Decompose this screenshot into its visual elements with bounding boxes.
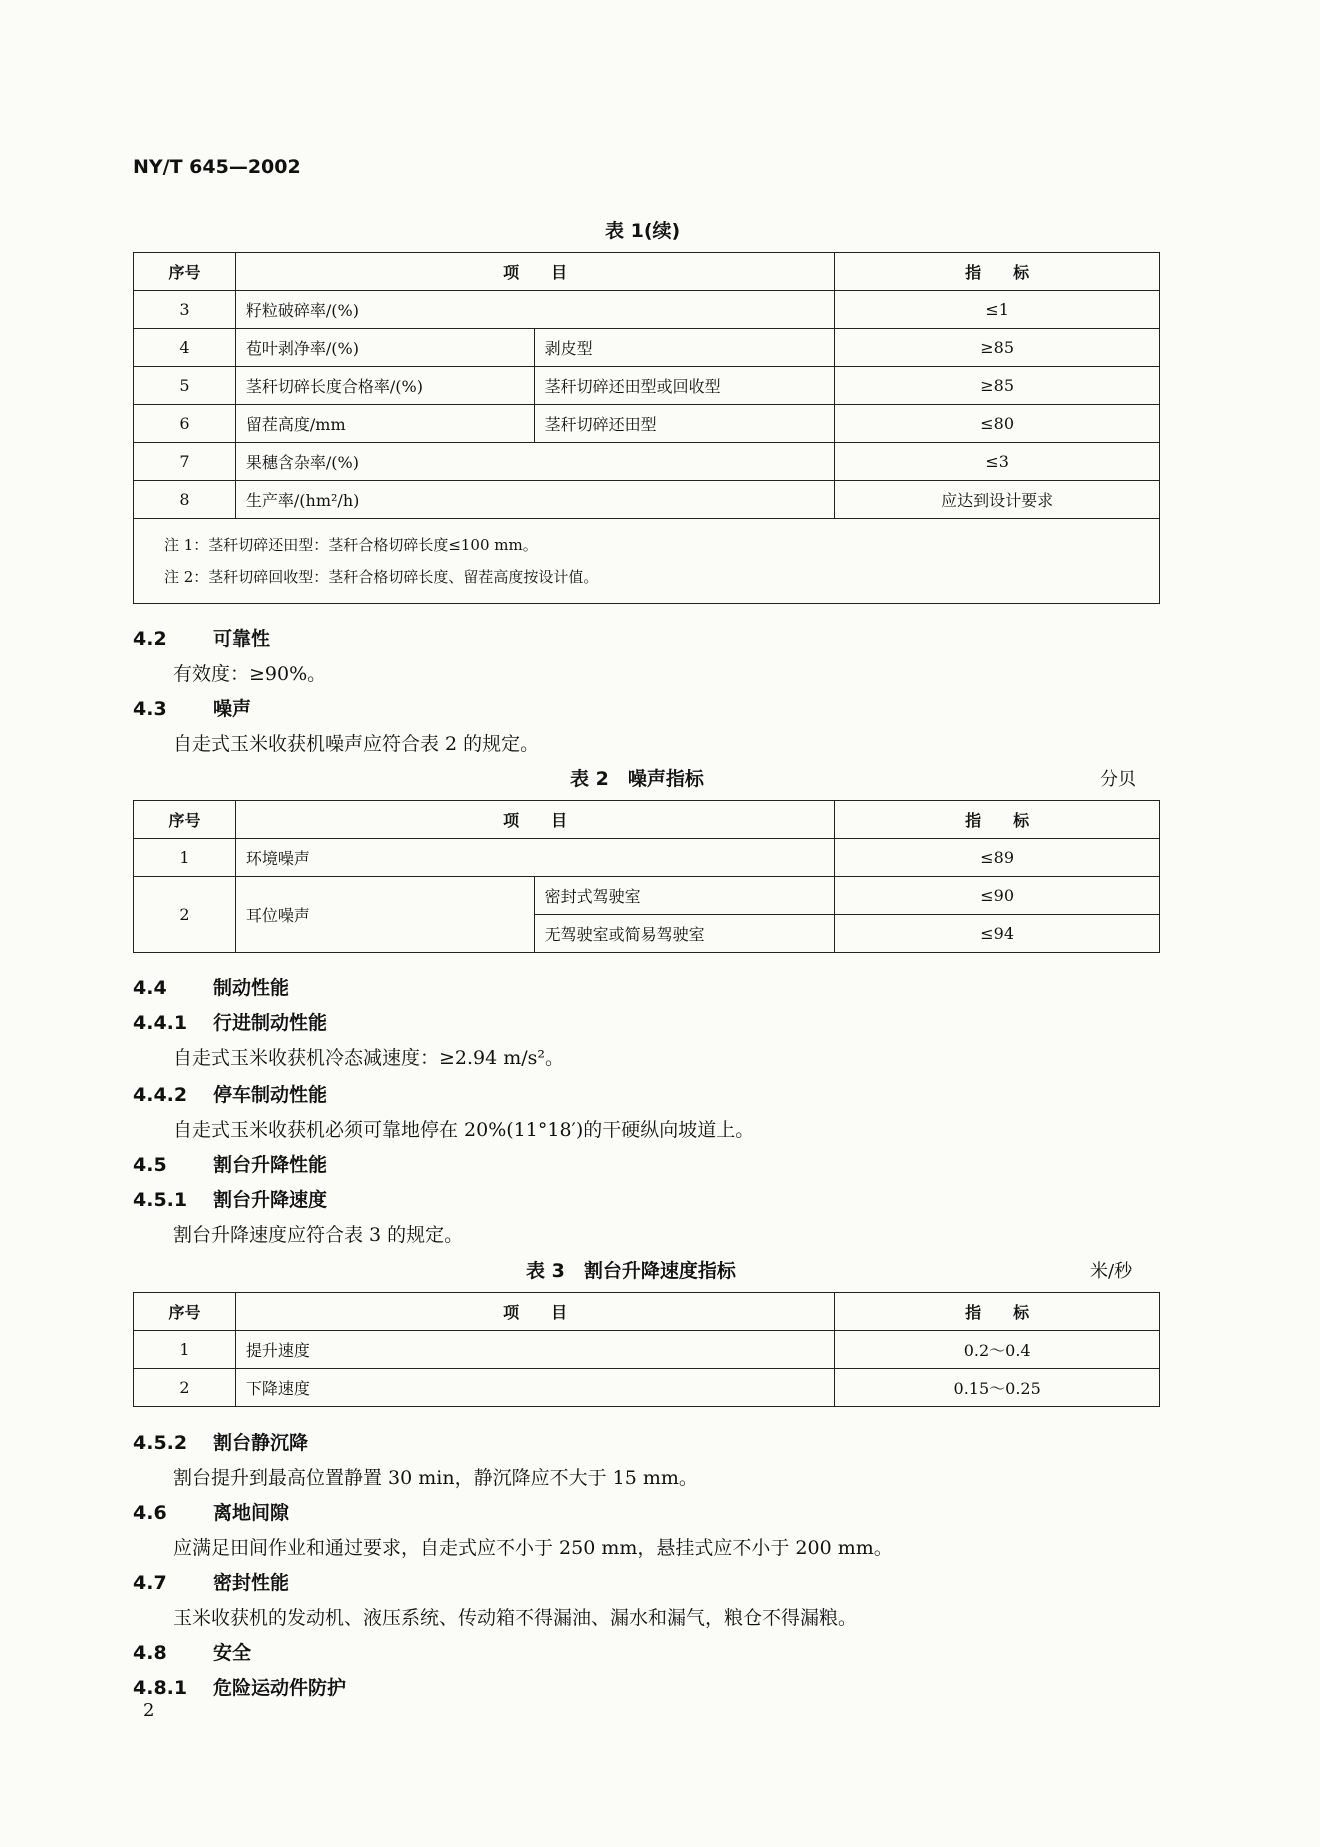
row-value: ≤89	[835, 839, 1160, 877]
table-row	[134, 1331, 1160, 1369]
section-title: 割台升降性能	[213, 1154, 328, 1176]
row-item: 下降速度	[235, 1369, 834, 1407]
row-no: 4	[134, 329, 236, 367]
row-item: 果穗含杂率/(%)	[235, 443, 834, 481]
section-4-4-2-heading	[133, 1080, 327, 1107]
section-4-2-text: 有效度：≥90%。	[173, 663, 327, 685]
section-title: 噪声	[213, 698, 252, 720]
table1-note-1: 注 1：茎秆切碎还田型：茎秆合格切碎长度≤100 mm。	[164, 536, 538, 554]
section-title: 危险运动件防护	[213, 1677, 347, 1699]
row-no: 5	[134, 367, 236, 405]
section-4-4-heading	[133, 973, 289, 1000]
table3	[133, 1292, 1160, 1407]
table-row	[134, 839, 1160, 877]
section-4-4-1-heading	[133, 1008, 327, 1035]
table1-note-2: 注 2：茎秆切碎回收型：茎秆合格切碎长度、留茬高度按设计值。	[164, 568, 599, 586]
row-no: 3	[134, 291, 236, 329]
section-number: 4.8.1	[133, 1677, 188, 1699]
row-item: 生产率/(hm²/h)	[235, 481, 834, 519]
section-4-3-heading	[133, 694, 251, 721]
section-number: 4.4.1	[133, 1012, 188, 1034]
row-item: 提升速度	[235, 1331, 834, 1369]
section-4-8-1-heading	[133, 1673, 346, 1700]
row-value: ≥85	[835, 367, 1160, 405]
table1-header-no: 序号	[134, 253, 236, 291]
row-sub: 茎秆切碎还田型或回收型	[534, 367, 835, 405]
row-sub: 剥皮型	[534, 329, 835, 367]
section-4-8-heading	[133, 1638, 251, 1665]
section-4-2-heading	[133, 624, 270, 651]
section-title: 割台静沉降	[213, 1432, 309, 1454]
section-4-5-heading	[133, 1150, 327, 1177]
row-item: 耳位噪声	[235, 877, 534, 953]
table1-notes	[134, 519, 1160, 604]
row-no: 1	[134, 1331, 236, 1369]
row-sub: 无驾驶室或简易驾驶室	[534, 915, 835, 953]
row-no: 2	[134, 1369, 236, 1407]
section-title: 可靠性	[213, 628, 271, 650]
row-value: ≤90	[835, 877, 1160, 915]
table2-header-value: 指 标	[835, 801, 1160, 839]
section-title: 密封性能	[213, 1572, 290, 1594]
standard-code: NY/T 645—2002	[133, 156, 301, 178]
row-value: 0.2～0.4	[835, 1331, 1160, 1369]
row-no: 1	[134, 839, 236, 877]
section-4-4-1-text: 自走式玉米收获机冷态减速度：≥2.94 m/s²。	[173, 1047, 565, 1069]
table3-header-no: 序号	[134, 1293, 236, 1331]
table1-header-item: 项 目	[235, 253, 834, 291]
section-title: 割台升降速度	[213, 1189, 328, 1211]
table-row	[134, 367, 1160, 405]
table1	[133, 252, 1160, 604]
table3-header-value: 指 标	[835, 1293, 1160, 1331]
row-sub: 密封式驾驶室	[534, 877, 835, 915]
section-4-3-text: 自走式玉米收获机噪声应符合表 2 的规定。	[173, 733, 540, 755]
table-row	[134, 291, 1160, 329]
section-number: 4.5.2	[133, 1432, 188, 1454]
table-row	[134, 481, 1160, 519]
section-4-5-1-text: 割台升降速度应符合表 3 的规定。	[173, 1224, 464, 1246]
section-number: 4.3	[133, 698, 167, 720]
row-value: ≤1	[835, 291, 1160, 329]
row-item: 茎秆切碎长度合格率/(%)	[235, 367, 534, 405]
row-value: 应达到设计要求	[835, 481, 1160, 519]
row-no: 6	[134, 405, 236, 443]
section-number: 4.4.2	[133, 1084, 188, 1106]
row-value: ≤80	[835, 405, 1160, 443]
section-4-6-text: 应满足田间作业和通过要求，自走式应不小于 250 mm，悬挂式应不小于 200 mm。	[173, 1537, 893, 1559]
table-row	[134, 443, 1160, 481]
section-number: 4.7	[133, 1572, 167, 1594]
table2-header-row	[134, 801, 1160, 839]
section-title: 离地间隙	[213, 1502, 290, 1524]
section-title: 行进制动性能	[213, 1012, 328, 1034]
section-4-5-2-heading	[133, 1428, 308, 1455]
section-title: 制动性能	[213, 977, 290, 999]
table-row	[134, 877, 1160, 915]
table2-header-no: 序号	[134, 801, 236, 839]
table-row	[134, 1369, 1160, 1407]
table3-caption: 表 3 割台升降速度指标	[526, 1260, 736, 1282]
section-number: 4.2	[133, 628, 167, 650]
table1-caption: 表 1(续)	[605, 220, 681, 242]
row-item: 留茬高度/mm	[235, 405, 534, 443]
table3-unit: 米/秒	[1090, 1261, 1133, 1282]
row-value: 0.15～0.25	[835, 1369, 1160, 1407]
row-value: ≤94	[835, 915, 1160, 953]
section-4-5-2-text: 割台提升到最高位置静置 30 min，静沉降应不大于 15 mm。	[173, 1467, 698, 1489]
section-number: 4.5.1	[133, 1189, 188, 1211]
row-no: 8	[134, 481, 236, 519]
row-item: 籽粒破碎率/(%)	[235, 291, 834, 329]
section-number: 4.5	[133, 1154, 167, 1176]
table-row	[134, 405, 1160, 443]
row-item: 苞叶剥净率/(%)	[235, 329, 534, 367]
table-row	[134, 329, 1160, 367]
section-number: 4.8	[133, 1642, 167, 1664]
table3-header-item: 项 目	[235, 1293, 834, 1331]
page-number: 2	[143, 1700, 155, 1721]
table2-unit: 分贝	[1100, 769, 1136, 790]
table1-header-row	[134, 253, 1160, 291]
row-value: ≤3	[835, 443, 1160, 481]
row-item: 环境噪声	[235, 839, 834, 877]
section-4-5-1-heading	[133, 1185, 327, 1212]
row-sub: 茎秆切碎还田型	[534, 405, 835, 443]
table1-notes-row	[134, 519, 1160, 604]
table3-header-row	[134, 1293, 1160, 1331]
table2	[133, 800, 1160, 953]
row-value: ≥85	[835, 329, 1160, 367]
table1-header-value: 指 标	[835, 253, 1160, 291]
section-4-6-heading	[133, 1498, 289, 1525]
section-4-7-heading	[133, 1568, 289, 1595]
row-no: 2	[134, 877, 236, 953]
section-title: 安全	[213, 1642, 252, 1664]
row-no: 7	[134, 443, 236, 481]
section-title: 停车制动性能	[213, 1084, 328, 1106]
table2-header-item: 项 目	[235, 801, 834, 839]
table2-caption: 表 2 噪声指标	[570, 768, 704, 790]
section-4-7-text: 玉米收获机的发动机、液压系统、传动箱不得漏油、漏水和漏气，粮仓不得漏粮。	[173, 1607, 858, 1629]
section-number: 4.4	[133, 977, 167, 999]
section-4-4-2-text: 自走式玉米收获机必须可靠地停在 20%(11°18′)的干硬纵向坡道上。	[173, 1119, 755, 1141]
section-number: 4.6	[133, 1502, 167, 1524]
